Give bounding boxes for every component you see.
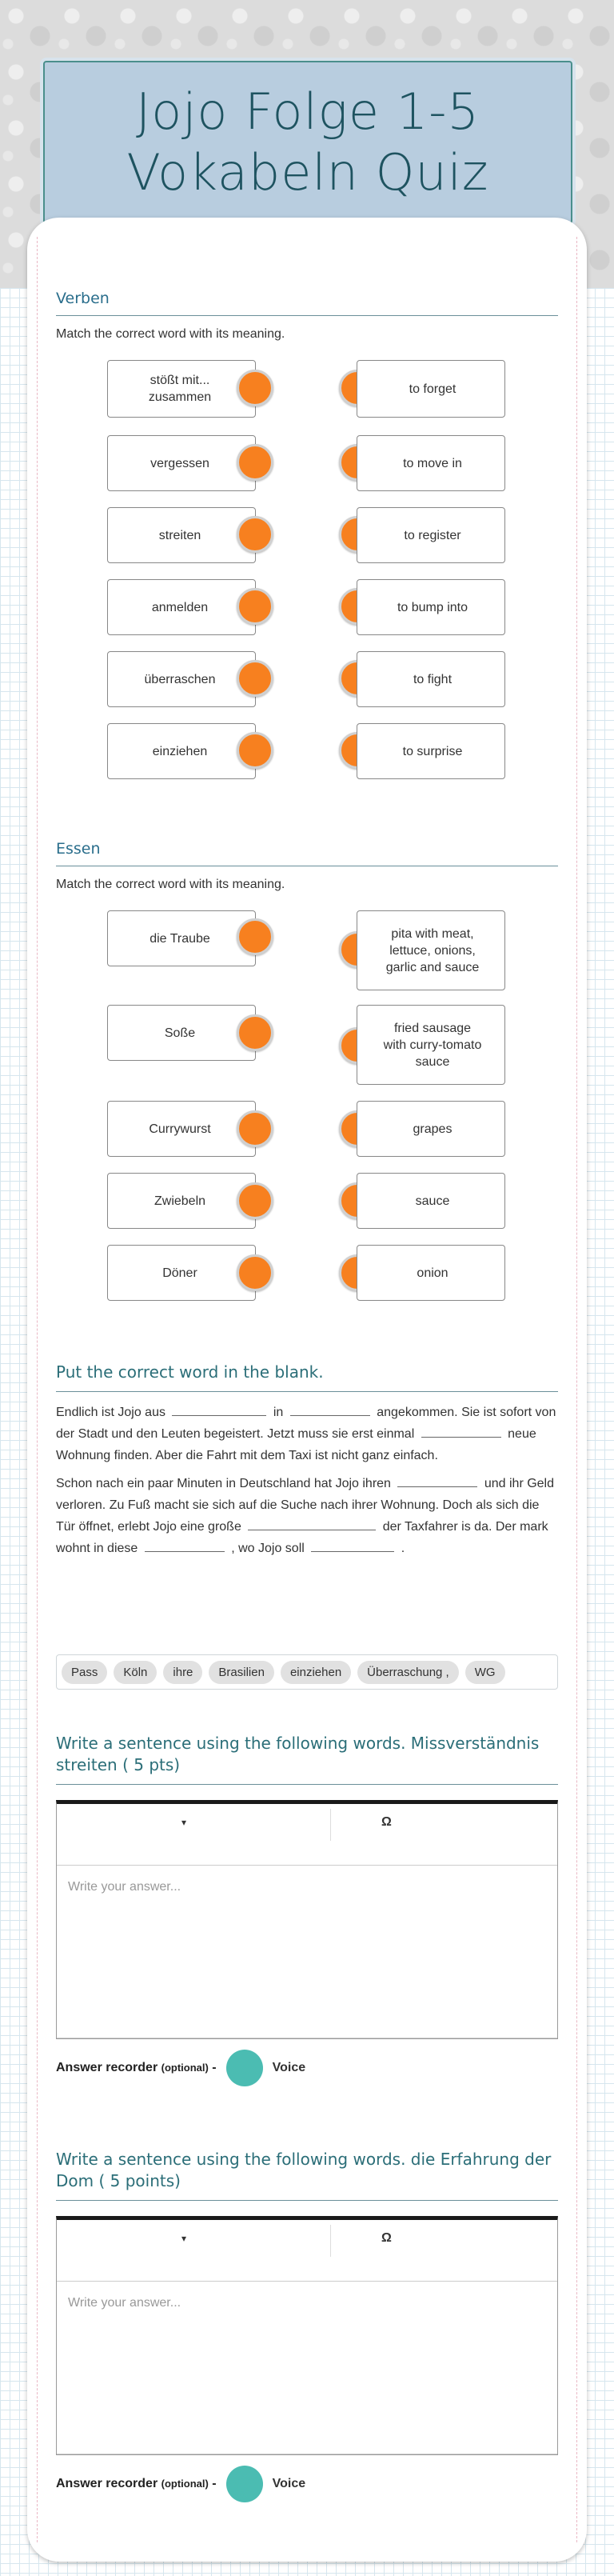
- passage-text: , wo Jojo soll: [231, 1542, 305, 1555]
- fill-paragraph: [56, 1402, 558, 1466]
- recorder-label: [56, 2061, 217, 2075]
- match-right-item[interactable]: [357, 1101, 505, 1157]
- passage-text: in: [273, 1406, 284, 1419]
- card-label: einziehen: [152, 744, 208, 758]
- match-left-item[interactable]: [107, 1101, 256, 1157]
- word-chip[interactable]: Überraschung ,: [357, 1661, 459, 1684]
- card-label: to forget: [409, 382, 457, 396]
- voice-label: Voice: [272, 2061, 306, 2074]
- match-connector-dot[interactable]: [237, 1254, 273, 1291]
- section-title: Essen: [56, 840, 558, 866]
- card-label: Currywurst: [149, 1122, 211, 1136]
- worksheet: [27, 218, 587, 2562]
- word-chip[interactable]: ihre: [163, 1661, 202, 1684]
- match-left-item[interactable]: [107, 507, 256, 563]
- record-button[interactable]: [226, 2466, 263, 2502]
- match-connector-dot[interactable]: [237, 1182, 273, 1219]
- blank-input[interactable]: [421, 1425, 501, 1438]
- recorder-optional-text: (optional): [161, 2478, 209, 2490]
- passage-text: neue Wohnung finden. Aber die Fahrt mit dem Taxi ist nicht ganz einfach.: [56, 1427, 536, 1462]
- section-title: Put the correct word in the blank.: [56, 1362, 558, 1392]
- blank-input[interactable]: [311, 1539, 394, 1552]
- match-connector-dot[interactable]: [237, 370, 273, 406]
- match-right-item[interactable]: [357, 651, 505, 707]
- match-connector-dot[interactable]: [237, 588, 273, 625]
- match-connector-dot[interactable]: [237, 444, 273, 481]
- word-chip[interactable]: WG: [465, 1661, 505, 1684]
- toolbar-divider: [330, 1809, 331, 1841]
- match-left-item[interactable]: [107, 910, 256, 966]
- card-label: vergessen: [150, 456, 209, 470]
- passage-text: Schon nach ein paar Minuten in Deutschland hat Jojo ihren: [56, 1477, 391, 1490]
- match-right-item[interactable]: [357, 1245, 505, 1301]
- match-left-item[interactable]: [107, 723, 256, 779]
- card-label: onion: [417, 1266, 449, 1280]
- card-label: to surprise: [402, 744, 463, 758]
- card-label: to bump into: [397, 600, 468, 614]
- match-left-item[interactable]: [107, 579, 256, 635]
- format-dropdown-icon[interactable]: ▾: [181, 2233, 187, 2244]
- blank-input[interactable]: [248, 1518, 376, 1530]
- match-right-item[interactable]: [357, 1173, 505, 1229]
- instruction: Match the correct word with its meaning.: [56, 878, 285, 891]
- section-writing-1: [56, 1733, 558, 1785]
- card-label: Soße: [164, 1026, 196, 1040]
- match-connector-dot[interactable]: [237, 1110, 273, 1147]
- match-connector-dot[interactable]: [237, 732, 273, 769]
- blank-input[interactable]: [290, 1403, 370, 1416]
- card-label: to move in: [403, 456, 462, 470]
- card-label: fried sausage with curry-tomato sauce: [383, 1021, 482, 1069]
- section-title: Write a sentence using the following words. Missverständnis streiten ( 5 pts): [56, 1733, 558, 1785]
- special-characters-icon[interactable]: Ω: [381, 1815, 392, 1829]
- section-fill-blank: [56, 1362, 558, 1559]
- match-connector-dot[interactable]: [237, 918, 273, 955]
- card-label: to register: [404, 528, 461, 542]
- match-connector-dot[interactable]: [237, 660, 273, 697]
- blank-input[interactable]: [145, 1539, 225, 1552]
- match-left-item[interactable]: [107, 360, 256, 418]
- answer-editor: [56, 1800, 558, 2039]
- answer-textarea[interactable]: Write your answer...: [57, 2282, 557, 2454]
- card-label: die Traube: [150, 931, 210, 946]
- card-label: sauce: [415, 1194, 450, 1208]
- match-right-item[interactable]: [357, 1005, 505, 1085]
- section-verben: [56, 290, 558, 342]
- answer-textarea[interactable]: Write your answer...: [57, 1866, 557, 2038]
- match-right-item[interactable]: [357, 723, 505, 779]
- card-label: stößt mit... zusammen: [148, 374, 212, 404]
- match-right-item[interactable]: [357, 507, 505, 563]
- record-button[interactable]: [226, 2050, 263, 2086]
- passage-text: der Taxfahrer is da. Der mark wohnt in diese: [56, 1520, 548, 1555]
- answer-recorder: [56, 2466, 558, 2502]
- card-label: Zwiebeln: [154, 1194, 206, 1208]
- card-label: to fight: [413, 672, 453, 686]
- match-left-item[interactable]: [107, 1245, 256, 1301]
- word-chip[interactable]: einziehen: [281, 1661, 351, 1684]
- recorder-label: [56, 2477, 217, 2491]
- match-right-item[interactable]: [357, 910, 505, 990]
- editor-toolbar: [57, 1804, 557, 1866]
- word-chip[interactable]: Brasilien: [209, 1661, 274, 1684]
- editor-toolbar: [57, 2220, 557, 2282]
- section-title: Verben: [56, 290, 558, 316]
- passage-text: Endlich ist Jojo aus: [56, 1406, 165, 1419]
- section-essen: [56, 840, 558, 892]
- card-label: Döner: [162, 1266, 197, 1280]
- passage-text: .: [401, 1542, 405, 1555]
- recorder-dash: -: [212, 2061, 217, 2074]
- blank-input[interactable]: [397, 1474, 477, 1487]
- title-banner: [43, 61, 572, 224]
- instruction: Match the correct word with its meaning.: [56, 327, 285, 341]
- page-title: Jojo Folge 1-5 Vokabeln Quiz: [126, 82, 489, 202]
- match-left-item[interactable]: [107, 1005, 256, 1061]
- answer-recorder: [56, 2050, 558, 2086]
- card-label: streiten: [158, 528, 201, 542]
- word-bank: [56, 1654, 558, 1690]
- section-title: Write a sentence using the following words. die Erfahrung der Dom ( 5 points): [56, 2149, 558, 2201]
- match-left-item[interactable]: [107, 1173, 256, 1229]
- card-label: pita with meat, lettuce, onions, garlic and sauce: [385, 926, 480, 974]
- recorder-label-text: Answer recorder: [56, 2477, 158, 2490]
- card-label: grapes: [413, 1122, 453, 1136]
- passage-text: angekommen. Sie ist sofort von der Stadt und den Leuten begeistert. Jetzt muss sie erst einmal: [56, 1406, 556, 1441]
- voice-label: Voice: [272, 2477, 306, 2490]
- match-connector-dot[interactable]: [237, 516, 273, 553]
- answer-editor: [56, 2216, 558, 2455]
- match-connector-dot[interactable]: [237, 1014, 273, 1051]
- match-left-item[interactable]: [107, 435, 256, 491]
- word-chip[interactable]: Pass: [62, 1661, 107, 1684]
- recorder-dash: -: [212, 2477, 217, 2490]
- passage-text: und ihr Geld verloren. Zu Fuß macht sie sich auf die Suche nach ihrer Wohnung. Doch als sich die Tür öffnet, erlebt Jojo eine große: [56, 1477, 555, 1534]
- blank-input[interactable]: [172, 1403, 266, 1416]
- match-right-item[interactable]: [357, 579, 505, 635]
- recorder-label-text: Answer recorder: [56, 2061, 158, 2074]
- match-right-item[interactable]: [357, 435, 505, 491]
- card-label: überraschen: [144, 672, 216, 686]
- match-left-item[interactable]: [107, 651, 256, 707]
- section-writing-2: [56, 2149, 558, 2201]
- format-dropdown-icon[interactable]: ▾: [181, 1817, 187, 1828]
- special-characters-icon[interactable]: Ω: [381, 2231, 392, 2245]
- recorder-optional-text: (optional): [161, 2062, 209, 2074]
- word-chip[interactable]: Köln: [114, 1661, 157, 1684]
- fill-paragraph: [56, 1473, 558, 1559]
- card-label: anmelden: [151, 600, 209, 614]
- toolbar-divider: [330, 2225, 331, 2257]
- match-right-item[interactable]: [357, 360, 505, 418]
